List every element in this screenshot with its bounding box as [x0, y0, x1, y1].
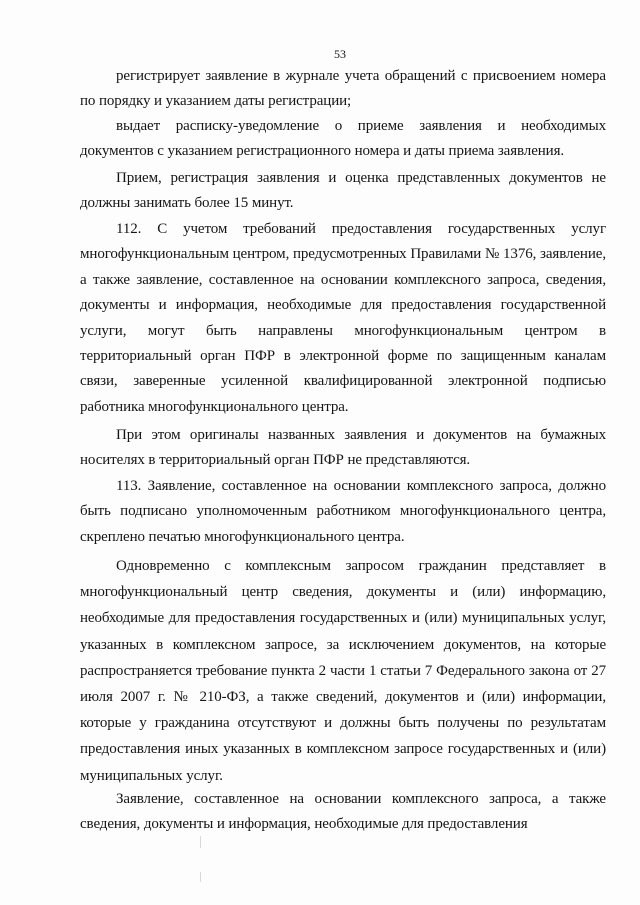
page-number: 53 [334, 47, 346, 61]
scan-artifact [200, 836, 201, 848]
paragraph-simultaneously: Одновременно с комплексным запросом гражданин представляет в многофункциональный центр сведения, документы и (или) информацию, необходимые для предоставления государственных и (или) муниципальных услуг, указанных в комплексном запросе, за исключением документов, на которые распространяется требование пункта 2 части 1 статьи 7 Федерального закона от 27 июля 2007 г. № 210-ФЗ, а также сведений, документов и (или) информации, которые у гражданина отсутствуют и должны быть получены по результатам предоставления иных указанных в комплексном запросе государственных и (или) муниципальных услуг. [80, 558, 606, 784]
paragraph-complex-request: Заявление, составленное на основании комплексного запроса, а также сведения, документы и информация, необходимые для предоставления [80, 791, 606, 833]
paragraph-registration: регистрирует заявление в журнале учета обращений с присвоением номера по порядку и указанием даты регистрации; [80, 68, 606, 110]
paragraph-originals: При этом оригиналы названных заявления и документов на бумажных носителях в территориальный орган ПФР не представляются. [80, 427, 606, 469]
scan-artifact [200, 872, 201, 882]
paragraph-112: 112. С учетом требований предоставления государственных услуг многофункциональным центром, предусмотренных Правилами № 1376, заявление, а также заявление, составленное на основании комплексного запроса, сведения, документы и информация, необходимые для предоставления государственной услуги, могут быть направлены многофункциональным центром в территориальный орган ПФР в электронной форме по защищенным каналам связи, заверенные усиленной квалифицированной электронной подписью работника многофункционального центра. [80, 221, 606, 415]
paragraph-time-limit: Прием, регистрация заявления и оценка представленных документов не должны занимать более 15 минут. [80, 170, 606, 212]
paragraph-receipt: выдает расписку-уведомление о приеме заявления и необходимых документов с указанием регистрационного номера и даты приема заявления. [80, 118, 606, 160]
paragraph-113: 113. Заявление, составленное на основании комплексного запроса, должно быть подписано уполномоченным работником многофункционального центра, скреплено печатью многофункционального центра. [80, 478, 606, 545]
